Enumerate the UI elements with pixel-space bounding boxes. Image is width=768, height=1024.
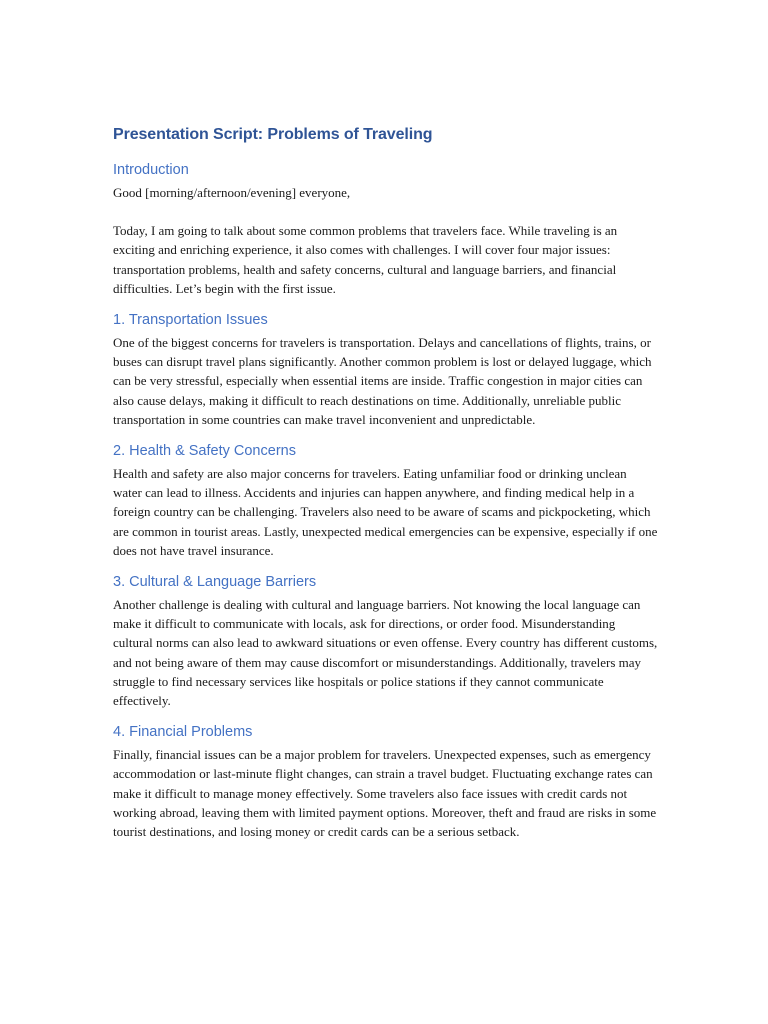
document-title: Presentation Script: Problems of Traveling — [113, 126, 433, 143]
section-heading: Introduction — [113, 162, 189, 178]
section-health-safety-concerns — [113, 441, 658, 560]
body-paragraph: Finally, financial issues can be a major problem for travelers. Unexpected expenses, such as emergency accommodation or last-minute flight changes, can strain a travel budget. Fluctuating exchange rates can make it difficult to manage money effectively. Some travelers also face issues with credit cards not working abroad, leaving them with limited payment options. Moreover, theft and fraud are risks in some tourist destinations, and losing money or credit cards can be a serious setback. — [113, 747, 657, 840]
greeting-paragraph: Good [morning/afternoon/evening] everyone, — [113, 185, 351, 200]
body-paragraph: One of the biggest concerns for travelers is transportation. Delays and cancellations of flights, trains, or buses can disrupt travel plans significantly. Another common problem is lost or delayed luggage, which can be very stressful, especially when essential items are inside. Traffic congestion in major cities can also cause delays, making it difficult to reach destinations on time. Additionally, unreliable public transportation in some countries can make travel inconvenient and unpredictable. — [113, 335, 652, 427]
section-heading: 1. Transportation Issues — [113, 312, 268, 329]
section-financial-problems — [113, 722, 658, 841]
document-page — [113, 124, 658, 853]
section-heading: 2. Health & Safety Concerns — [113, 443, 296, 460]
body-paragraph: Health and safety are also major concerns for travelers. Eating unfamiliar food or drinking unclean water can lead to illness. Accidents and injuries can happen anywhere, and finding medical help in a foreign country can be challenging. Travelers also need to be aware of scams and pickpocketing, which are common in tourist areas. Lastly, unexpected medical emergencies can be expensive, especially if one does not have travel insurance. — [113, 466, 658, 558]
section-transportation-issues — [113, 310, 658, 429]
section-heading: 4. Financial Problems — [113, 724, 253, 741]
intro-paragraph: Today, I am going to talk about some common problems that travelers face. While traveling is an exciting and enriching experience, it also comes with challenges. I will cover four major issues: transportation problems, health and safety concerns, cultural and language barriers, and financial difficulties. Let’s begin with the first issue. — [113, 223, 618, 296]
section-introduction — [113, 160, 658, 298]
section-cultural-language-barriers — [113, 572, 658, 710]
section-heading: 3. Cultural & Language Barriers — [113, 574, 317, 591]
body-paragraph: Another challenge is dealing with cultural and language barriers. Not knowing the local language can make it difficult to communicate with locals, ask for directions, or order food. Misunderstanding cultural norms can also lead to awkward situations or even offense. Every country has different customs, and not being aware of them may cause discomfort or misunderstandings. Additionally, travelers may struggle to find necessary services like hospitals or police stations if they cannot communicate effectively. — [113, 597, 658, 709]
